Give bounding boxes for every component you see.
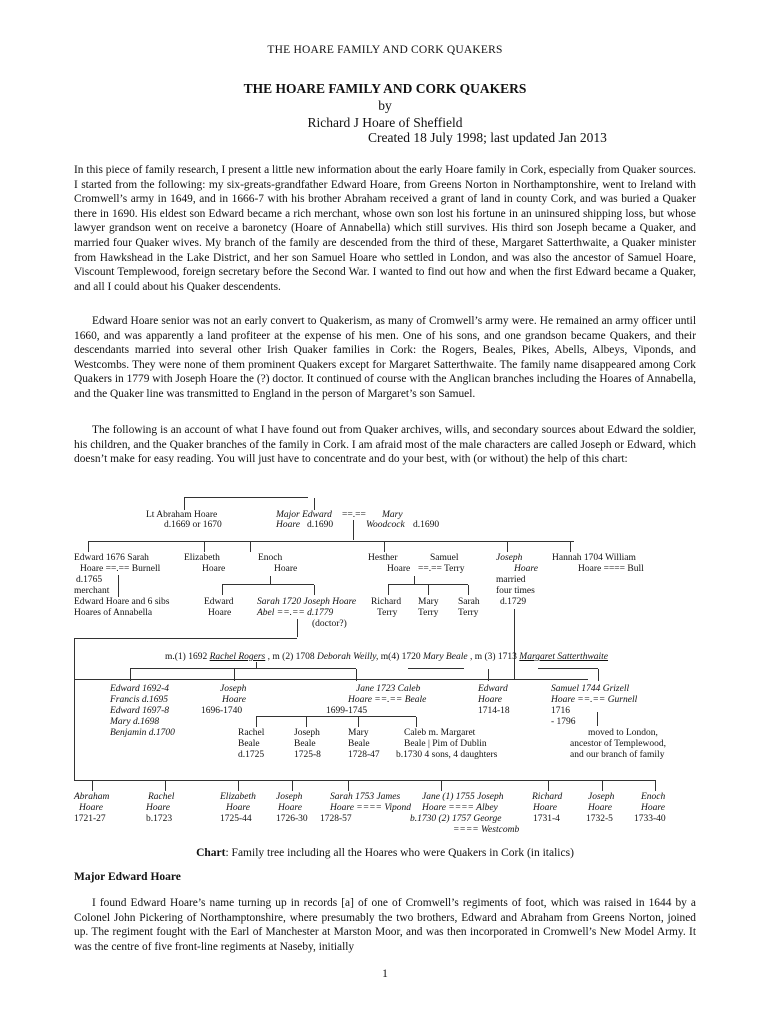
person-edward-merchant-line6: Hoares of Annabella xyxy=(74,608,153,618)
tree-line xyxy=(256,717,257,727)
person-edward-1714-line1: Edward xyxy=(478,684,508,694)
person-hesther-line2: Hoare xyxy=(387,564,411,574)
person-sarah-abel-line1: Sarah 1720 Joseph Hoare xyxy=(257,597,357,607)
person-major-edward-marriage: ==.== xyxy=(342,510,366,520)
person-richard-1731-line2: Hoare xyxy=(533,803,557,813)
person-joseph-line3: married xyxy=(496,575,526,585)
person-samuel-terry-line1: Samuel xyxy=(430,553,459,563)
person-abraham-1721-line3: 1721-27 xyxy=(74,814,106,824)
person-joseph-1732-line3: 1732-5 xyxy=(586,814,613,824)
person-jane-caleb-line2: Hoare ==.== Beale xyxy=(348,695,427,705)
tree-line xyxy=(292,781,293,791)
tree-line xyxy=(234,669,235,681)
paragraph-account: The following is an account of what I have found out from Quaker archives, wills, and secondary sources about Edward the soldier, his children, and the Quaker branches of the family in Cork. I am afraid most of the male characters are called Joseph or Edward, which doesn’t make for easy reading. You will just have to concentrate and do your best, with (or without) the help of this chart: xyxy=(74,424,696,466)
person-edward-annabella-line2: Hoare xyxy=(208,608,232,618)
person-major-edward-line2: Hoare xyxy=(276,520,300,530)
person-abraham-1721-line1: Abraham xyxy=(74,792,110,802)
tree-line xyxy=(222,585,223,595)
created-line: Created 18 July 1998; last updated Jan 2013 xyxy=(368,130,607,145)
person-hesther-line1: Hesther xyxy=(368,553,398,563)
marriage-1-name: Rachel Rogers xyxy=(209,652,266,662)
tree-line xyxy=(184,497,308,498)
person-joseph-1726-line1: Joseph xyxy=(276,792,303,802)
person-joseph-doctor-note: (doctor?) xyxy=(312,619,347,629)
joseph-marriages-line xyxy=(165,652,608,663)
tree-line xyxy=(118,587,119,597)
tree-line xyxy=(222,584,314,585)
person-edward-merchant-line2: Hoare ==.== Burnell xyxy=(80,564,161,574)
person-sarah-abel-line2: Abel ==.== d.1779 xyxy=(257,608,334,618)
tree-line xyxy=(306,717,307,727)
person-edward-annabella-line1: Edward xyxy=(204,597,234,607)
person-joseph-1696-line1: Joseph xyxy=(220,684,247,694)
tree-line xyxy=(297,619,298,637)
person-jane-albey-line3: b.1730 (2) 1757 George xyxy=(410,814,502,824)
tree-line xyxy=(441,781,442,791)
person-samuel-grizell-line3: 1716 xyxy=(551,706,570,716)
tree-line xyxy=(348,781,349,791)
person-joseph-beale-line3: 1725-8 xyxy=(294,750,321,760)
tree-line xyxy=(250,542,251,552)
document-title: THE HOARE FAMILY AND CORK QUAKERS xyxy=(243,81,527,96)
tree-line xyxy=(548,781,549,791)
person-edward-merchant-line5: Edward Hoare and 6 sibs xyxy=(74,597,170,607)
person-elizabeth-line2: Hoare xyxy=(202,564,226,574)
tree-line xyxy=(88,542,89,552)
person-edward-1714-line3: 1714-18 xyxy=(478,706,510,716)
person-caleb-beale-line1: Caleb m. Margaret xyxy=(404,728,476,738)
tree-line xyxy=(414,576,415,584)
person-edward-merchant-line1: Edward 1676 Sarah xyxy=(74,553,149,563)
tree-line xyxy=(256,716,416,717)
tree-line xyxy=(356,669,357,681)
marriage-3-name: Margaret Satterthwaite xyxy=(519,652,609,662)
paragraph-regiment: I found Edward Hoare’s name turning up in records [a] of one of Cromwell’s regiments of foot, which was raised in 1644 by a Colonel John Pickering of Northamptonshire, where presumably the two brothers, Edward and Abraham from Greens Norton, joined up. The regiment fought with the Earl of Manchester at Marston Moor, and was then incorporated in Cromwell’s New Model Army. It was the centre of five front-line regiments at Naseby, initially xyxy=(74,897,696,953)
person-major-edward-death: d.1690 xyxy=(307,520,334,530)
tree-line xyxy=(130,668,356,669)
person-sarah-vipond-line2: Hoare ==== Vipond xyxy=(330,803,412,813)
person-major-edward-name: Major Edward xyxy=(276,510,332,520)
marriage-4-name: Mary Beale xyxy=(422,652,468,662)
tree-line xyxy=(238,781,239,791)
person-jane-caleb-line1: Jane 1723 Caleb xyxy=(356,684,421,694)
tree-line xyxy=(428,585,429,595)
person-joseph-1732-line1: Joseph xyxy=(588,792,615,802)
marriage-3-label: , m (3) 1713 xyxy=(469,652,517,662)
person-sarah-terry-line1: Sarah xyxy=(458,597,480,607)
person-caleb-beale-line3: b.1730 4 sons, 4 daughters xyxy=(396,750,498,760)
person-joseph-line4: four times xyxy=(496,586,535,596)
person-joseph-beale-line1: Joseph xyxy=(294,728,320,738)
author-line: Richard J Hoare of Sheffield xyxy=(307,115,463,130)
person-jane-albey-line2: Hoare ==== Albey xyxy=(422,803,498,813)
person-enoch-1733-line3: 1733-40 xyxy=(634,814,666,824)
person-jane-albey-line1: Jane (1) 1755 Joseph xyxy=(422,792,504,802)
tree-line xyxy=(314,585,315,595)
tree-line xyxy=(184,498,185,510)
person-elizabeth-1725-line2: Hoare xyxy=(226,803,250,813)
person-mary-beale-line2: Beale xyxy=(348,739,370,749)
chart-caption xyxy=(0,847,770,859)
person-elizabeth-1725-line1: Elizabeth xyxy=(220,792,256,802)
person-samuel-grizell-line2: Hoare ==.== Gurnell xyxy=(551,695,638,705)
person-mary-woodcock-name: Mary xyxy=(382,510,403,520)
tree-line xyxy=(514,609,515,679)
children-rachel-rogers-4: Benjamin d.1700 xyxy=(110,728,175,738)
tree-line xyxy=(118,575,119,595)
person-samuel-terry-line2: ==.== Terry xyxy=(418,564,465,574)
person-rachel-1723-line3: b.1723 xyxy=(146,814,173,824)
person-rachel-beale-line1: Rachel xyxy=(238,728,265,738)
marriage-1-label: m.(1) 1692 xyxy=(165,652,208,662)
marriage-4-label: m(4) 1720 xyxy=(380,652,421,662)
marriage-2-label: , m (2) 1708 xyxy=(267,652,315,662)
samuel-note-line1: moved to London, xyxy=(588,728,658,738)
person-samuel-grizell-line4: - 1796 xyxy=(551,717,576,727)
person-enoch-1733-line2: Hoare xyxy=(641,803,665,813)
paragraph-edward-senior: Edward Hoare senior was not an early convert to Quakerism, as many of Cromwell’s army were. He remained an army officer until 1660, and was apparently a land profiteer at the expense of his men. One of his sons, and one grandson became Quakers, and their descendants married into several other Irish Quaker families in Cork: the Rogers, Beales, Pikes, Abells, Albeys, Viponds, and Westcombs. They were none of them prominent Quakers except for Margaret Satterthwaite. The family name disappeared among Cork Quakers in 1779 with Joseph Hoare the (?) doctor. It continued of course with the Anglican branches including the Hoares of Annabella, and the Quaker line was transmitted to England in the person of Margaret’s son Samuel. xyxy=(74,315,696,400)
tree-line xyxy=(314,498,315,510)
title-block xyxy=(0,80,770,131)
person-sarah-vipond-line3: 1728-57 xyxy=(320,814,352,824)
tree-line xyxy=(408,668,464,669)
person-abraham-1721-line2: Hoare xyxy=(79,803,103,813)
tree-line xyxy=(256,662,257,668)
marriage-2-name: Deborah Weilly, xyxy=(316,652,379,662)
tree-line xyxy=(204,542,205,552)
tree-line xyxy=(353,520,354,540)
tree-line xyxy=(130,669,131,681)
person-edward-merchant-line4: merchant xyxy=(74,586,110,596)
children-rachel-rogers-3: Mary d.1698 xyxy=(110,717,160,727)
person-enoch-1733-line1: Enoch xyxy=(641,792,666,802)
running-head: THE HOARE FAMILY AND CORK QUAKERS xyxy=(267,44,503,56)
tree-line xyxy=(488,669,489,681)
person-jane-albey-line4: ==== Westcomb xyxy=(453,825,520,835)
person-edward-1714-line2: Hoare xyxy=(478,695,502,705)
chart-caption-text: : Family tree including all the Hoares who were Quakers in Cork (in italics) xyxy=(225,847,574,859)
tree-line xyxy=(74,679,588,680)
person-joseph-1696-line2: Hoare xyxy=(222,695,246,705)
chart-caption-label: Chart xyxy=(196,847,226,859)
person-abraham-dates: d.1669 or 1670 xyxy=(164,520,222,530)
person-rachel-1723-line1: Rachel xyxy=(148,792,175,802)
children-rachel-rogers-1: Francis d.1695 xyxy=(110,695,169,705)
children-rachel-rogers-0: Edward 1692-4 xyxy=(110,684,170,694)
person-elizabeth-1725-line3: 1725-44 xyxy=(220,814,252,824)
tree-line xyxy=(602,781,603,791)
tree-line xyxy=(165,781,166,791)
tree-line xyxy=(74,638,75,780)
person-richard-1731-line1: Richard xyxy=(532,792,563,802)
person-elizabeth-line1: Elizabeth xyxy=(184,553,220,563)
section-heading: Major Edward Hoare xyxy=(74,871,181,883)
paragraph-intro: In this piece of family research, I present a little new information about the early Hoare family in Cork, especially from Quaker sources. I started from the following: my six-greats-grandfather Edward Hoare, from Greens Norton in Northamptonshire, went to Ireland with Cromwell’s army in 1649, and in 1666-7 with his brother Abraham received a grant of land in county Cork, and was buried a Quaker there in 1690. His eldest son Edward became a rich merchant, whose own son lost his fortune in an uninsured shipping loss, but whose lawyer grandson went on receive a baronetcy (Hoare of Annabella) which still survives. His third son Joseph became a Quaker, and married four Quaker wives. My branch of the family are descended from the third of these, Margaret Satterthwaite, a Quaker minister from Hawkshead in the Lake District, and her son Samuel Hoare who settled in London, and was also the ancestor of Samuel Hoare, Viscount Templewood, foreign secretary before the Second War. I wanted to find out how and when the first Edward became a Quaker, and all I could about his Quaker descendents. xyxy=(74,164,696,293)
person-joseph-beale-line2: Beale xyxy=(294,739,316,749)
tree-line xyxy=(388,584,468,585)
person-mary-beale-line1: Mary xyxy=(348,728,369,738)
person-rachel-beale-line2: Beale xyxy=(238,739,260,749)
tree-line xyxy=(538,668,598,669)
person-enoch-line2: Hoare xyxy=(274,564,298,574)
person-joseph-line1: Joseph xyxy=(496,553,523,563)
person-joseph-line2: Hoare xyxy=(514,564,538,574)
person-richard-terry-line2: Terry xyxy=(377,608,398,618)
tree-line xyxy=(388,585,389,595)
person-enoch-line1: Enoch xyxy=(258,553,283,563)
person-joseph-1732-line2: Hoare xyxy=(588,803,612,813)
person-richard-terry-line1: Richard xyxy=(371,597,402,607)
tree-line xyxy=(468,585,469,595)
person-rachel-1723-line2: Hoare xyxy=(146,803,170,813)
tree-line xyxy=(92,781,93,791)
tree-line xyxy=(598,669,599,681)
person-joseph-line5: d.1729 xyxy=(500,597,527,607)
children-rachel-rogers-2: Edward 1697-8 xyxy=(110,706,170,716)
person-jane-caleb-line3: 1699-1745 xyxy=(326,706,368,716)
person-rachel-beale-line3: d.1725 xyxy=(238,750,265,760)
person-richard-1731-line3: 1731-4 xyxy=(533,814,560,824)
person-mary-woodcock-death: d.1690 xyxy=(413,520,440,530)
tree-line xyxy=(270,576,271,584)
tree-line xyxy=(507,542,508,552)
by-line: by xyxy=(378,98,392,113)
tree-line xyxy=(74,780,656,781)
tree-line xyxy=(358,717,359,727)
samuel-note-line3: and our branch of family xyxy=(570,750,665,760)
samuel-note-line2: ancestor of Templewood, xyxy=(570,739,666,749)
person-caleb-beale-line2: Beale | Pim of Dublin xyxy=(404,739,487,749)
page-number: 1 xyxy=(382,968,388,980)
tree-line xyxy=(570,542,571,552)
person-joseph-1726-line3: 1726-30 xyxy=(276,814,308,824)
person-abraham-name: Lt Abraham Hoare xyxy=(146,510,218,520)
person-joseph-1696-line3: 1696-1740 xyxy=(201,706,243,716)
person-sarah-vipond-line1: Sarah 1753 James xyxy=(330,792,401,802)
tree-line xyxy=(655,781,656,791)
person-mary-woodcock-line2: Woodcock xyxy=(366,520,405,530)
tree-line xyxy=(416,717,417,727)
person-mary-terry-line2: Terry xyxy=(418,608,439,618)
tree-line xyxy=(74,638,297,639)
person-hannah-line1: Hannah 1704 William xyxy=(552,553,636,563)
person-samuel-grizell-line1: Samuel 1744 Grizell xyxy=(551,684,630,694)
person-mary-beale-line3: 1728-47 xyxy=(348,750,380,760)
person-mary-terry-line1: Mary xyxy=(418,597,439,607)
person-edward-merchant-line3: d.1765 xyxy=(76,575,103,585)
person-hannah-line2: Hoare ==== Bull xyxy=(578,564,644,574)
person-joseph-1726-line2: Hoare xyxy=(278,803,302,813)
tree-line xyxy=(597,712,598,726)
tree-line xyxy=(384,542,385,552)
tree-line xyxy=(88,541,574,542)
person-sarah-terry-line2: Terry xyxy=(458,608,479,618)
